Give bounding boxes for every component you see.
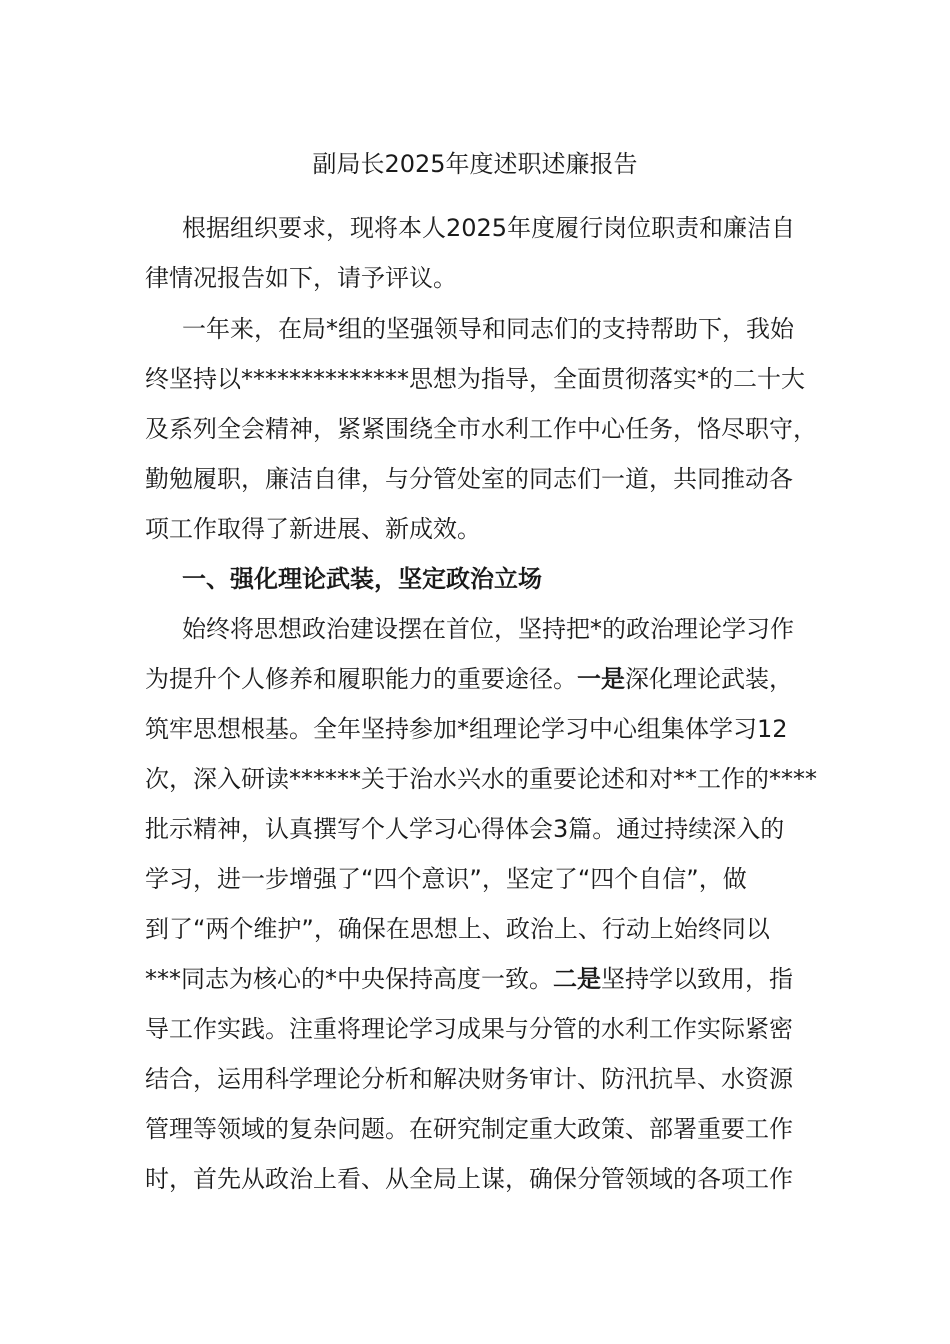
text-line: 时，首先从政治上看、从全局上谋，确保分管领域的各项工作 [145, 1165, 793, 1193]
text-line: 始终将思想政治建设摆在首位，坚持把*的政治理论学习作 [182, 615, 794, 643]
text-line: 根据组织要求，现将本人2025年度履行岗位职责和廉洁自 [182, 214, 796, 242]
text-span: 深化理论武装， [625, 665, 793, 693]
text-line: 及系列全会精神，紧紧围绕全市水利工作中心任务，恪尽职守， [145, 415, 817, 443]
text-line [145, 961, 793, 997]
text-line: 一年来，在局*组的坚强领导和同志们的支持帮助下，我始 [182, 315, 794, 343]
text-line: 结合，运用科学理论分析和解决财务审计、防汛抗旱、水资源 [145, 1065, 793, 1093]
text-line: 终坚持以**************思想为指导，全面贯彻落实*的二十大 [145, 365, 805, 393]
text-line: 项工作取得了新进展、新成效。 [145, 515, 481, 543]
emphasis-span: 一是 [577, 665, 625, 693]
section-heading: 一、强化理论武装，坚定政治立场 [182, 565, 542, 593]
text-line: 管理等领域的复杂问题。在研究制定重大政策、部署重要工作 [145, 1115, 793, 1143]
text-span: 坚持学以致用，指 [601, 965, 793, 993]
emphasis-span: 二是 [553, 965, 601, 993]
text-line: 学习，进一步增强了“四个意识”，坚定了“四个自信”，做 [145, 865, 747, 893]
text-line: 勤勉履职，廉洁自律，与分管处室的同志们一道，共同推动各 [145, 465, 793, 493]
text-line: 批示精神，认真撰写个人学习心得体会3篇。通过持续深入的 [145, 815, 785, 843]
text-line: 次，深入研读******关于治水兴水的重要论述和对**工作的**** [145, 765, 817, 793]
text-line [145, 661, 793, 697]
document-title: 副局长2025年度述职述廉报告 [312, 150, 638, 178]
text-line: 筑牢思想根基。全年坚持参加*组理论学习中心组集体学习12 [145, 715, 788, 743]
text-span: ***同志为核心的*中央保持高度一致。 [145, 965, 553, 993]
text-line: 导工作实践。注重将理论学习成果与分管的水利工作实际紧密 [145, 1015, 793, 1043]
text-span: 为提升个人修养和履职能力的重要途径。 [145, 665, 577, 693]
text-line: 律情况报告如下，请予评议。 [145, 264, 457, 292]
text-line: 到了“两个维护”，确保在思想上、政治上、行动上始终同以 [145, 915, 770, 943]
